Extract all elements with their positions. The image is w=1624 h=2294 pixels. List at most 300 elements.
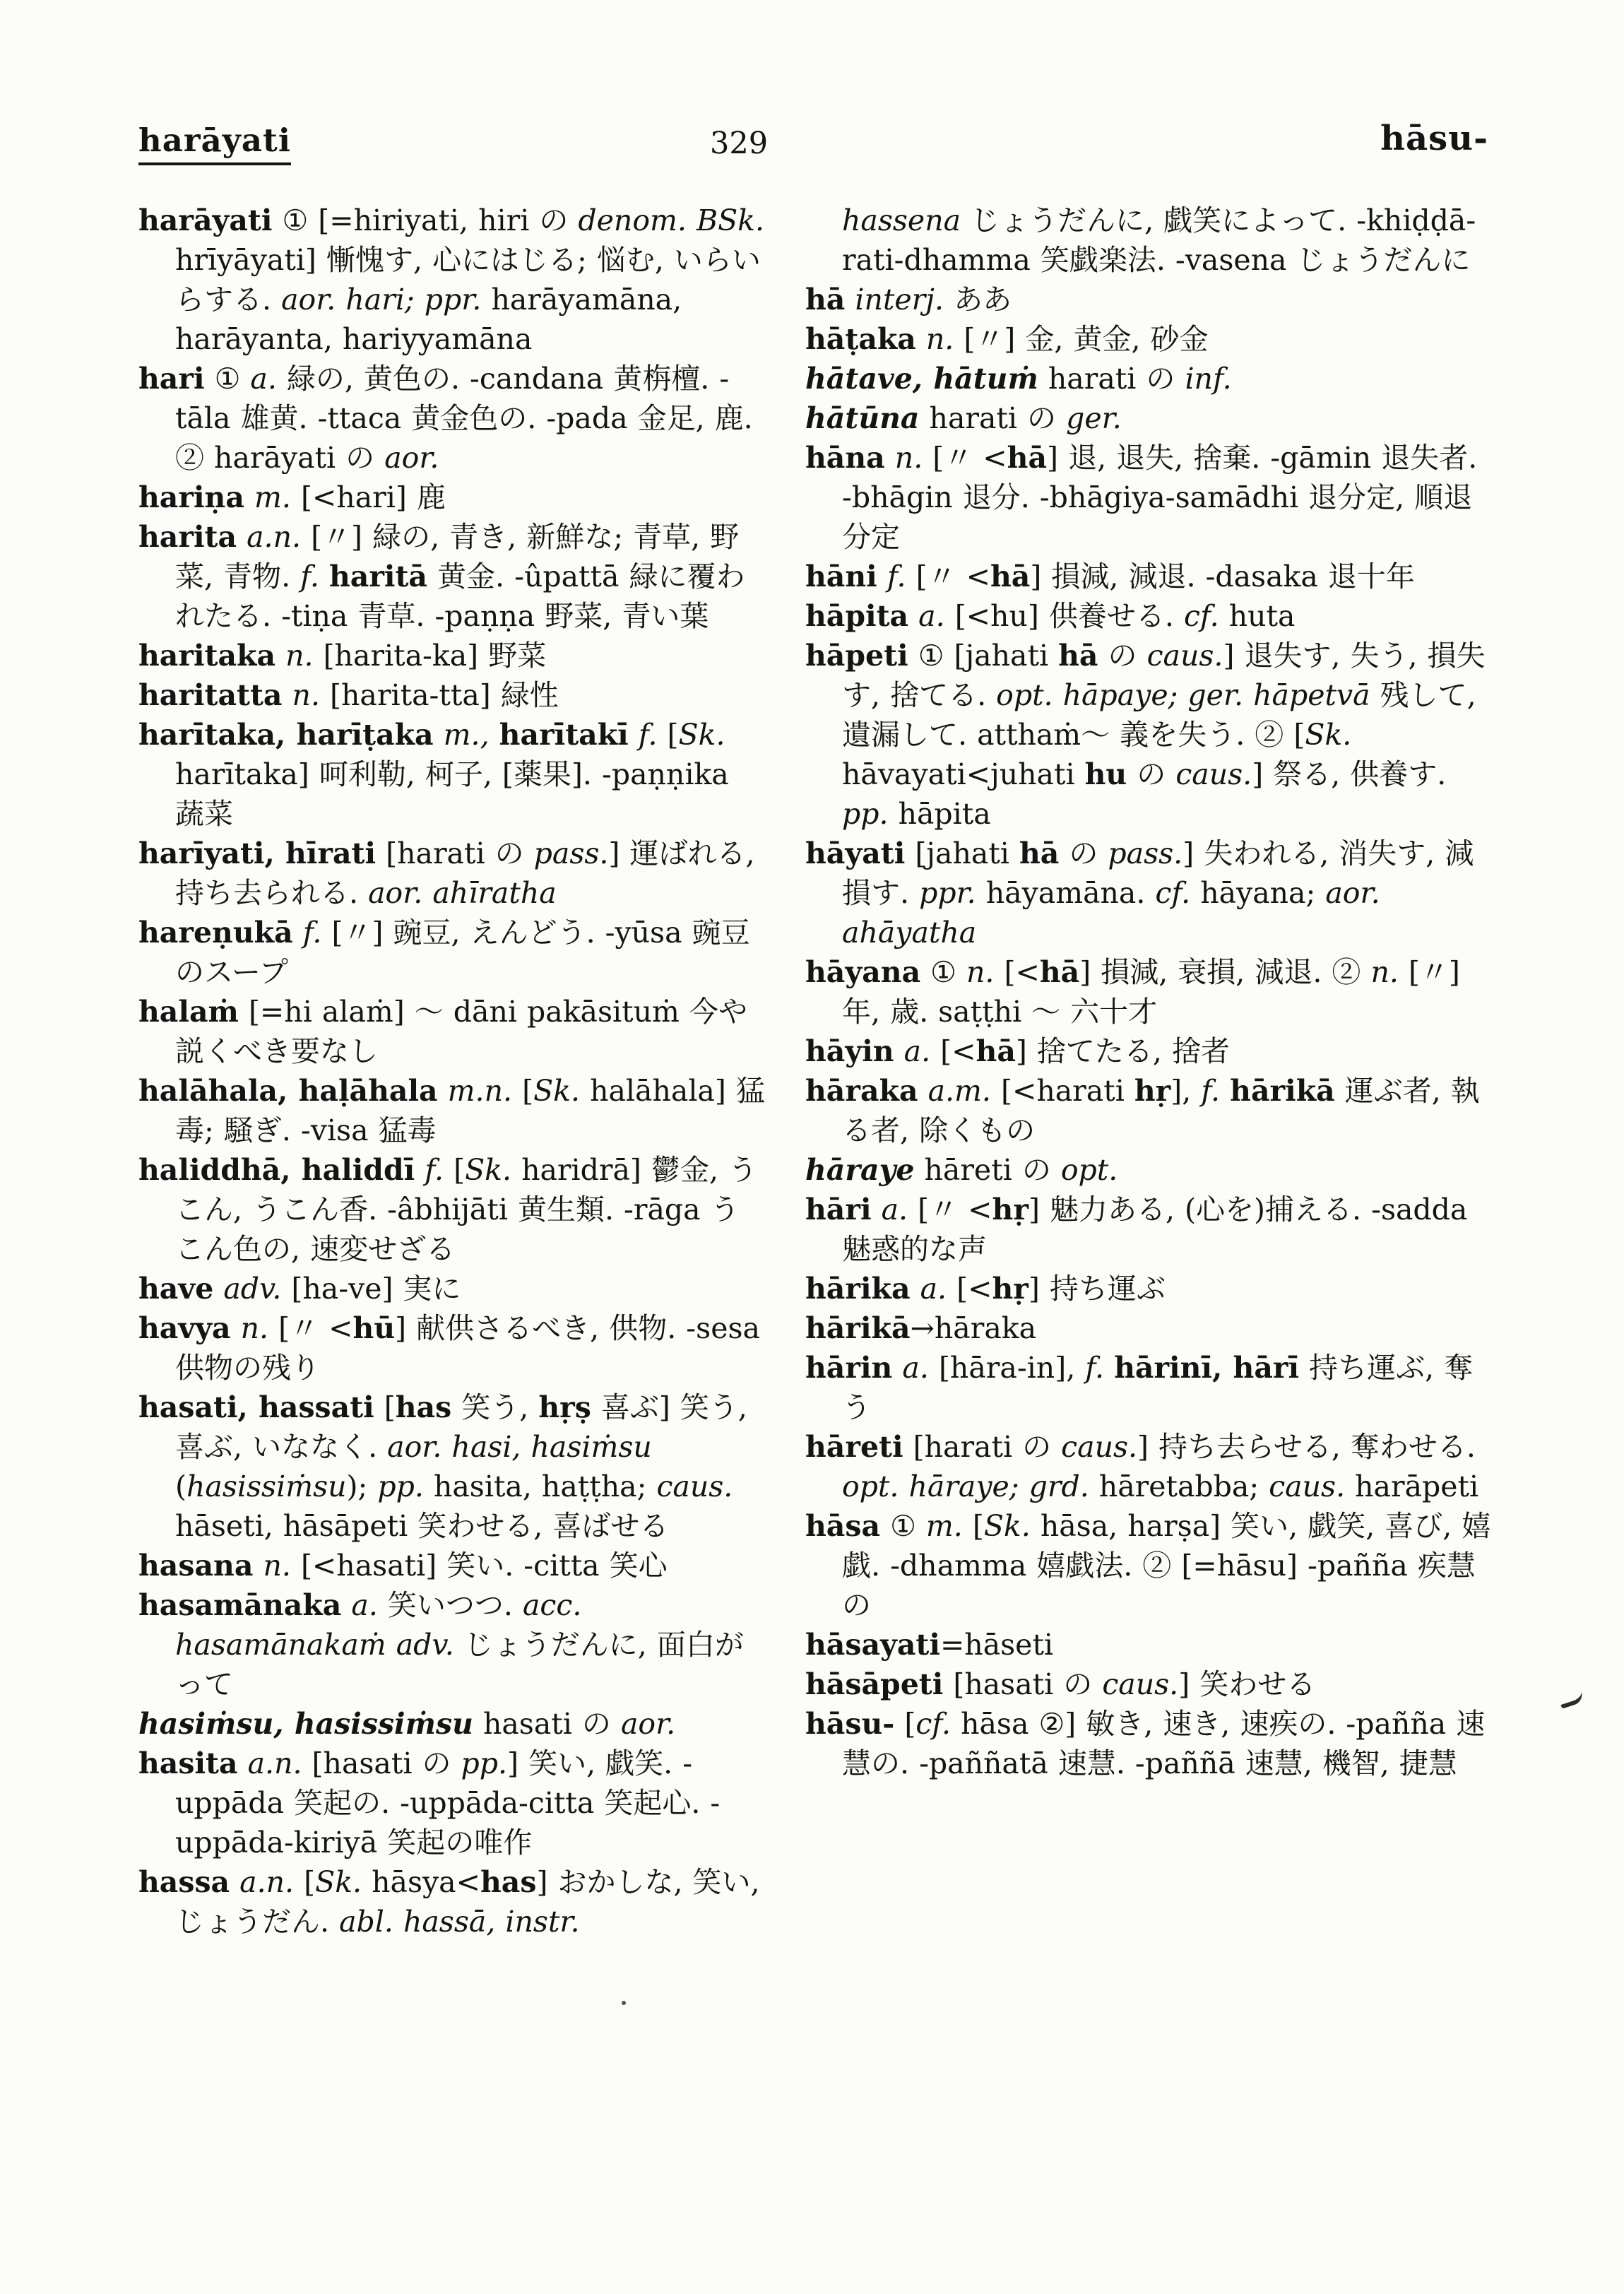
- entry-text: [〃] 豌豆, えんどう. -yūsa 豌豆のスープ: [175, 916, 750, 989]
- entry-text: 黄金. -ûpattā 緑に覆われたる. -tiṇa 青草. -paṇṇa 野菜, 青い葉: [175, 560, 745, 633]
- headword: hasiṁsu, hasissiṁsu: [138, 1707, 473, 1741]
- entry-text: Sk.: [678, 718, 725, 752]
- entry-text: ] 魅力ある, (心を)捕える. -sadda 魅惑的な声: [842, 1193, 1468, 1266]
- entry-text: aor.: [384, 441, 439, 475]
- entry-text: caus.: [1269, 1470, 1346, 1503]
- entry-text: hasita, haṭṭha;: [423, 1470, 657, 1503]
- entry-text: ① [jahati: [908, 639, 1059, 673]
- headword: hasita: [138, 1746, 238, 1780]
- entry-text: caus.: [1146, 639, 1223, 673]
- dictionary-entry: [138, 1585, 766, 1704]
- entry-text: じょうだんに, 面白がって: [175, 1628, 744, 1701]
- entry-text: halāhala] 猛毒; 騒ぎ. -visa 猛毒: [175, 1074, 765, 1147]
- dictionary-entry: [805, 1625, 1496, 1665]
- entry-text: [877, 560, 887, 593]
- dictionary-entry: [805, 1348, 1496, 1427]
- entry-text: [harita-tta] 緑性: [320, 678, 559, 712]
- entry-text: [275, 639, 285, 673]
- entry-text: [: [374, 1390, 396, 1424]
- headword: hāyana: [805, 955, 921, 989]
- entry-text: caus.: [1102, 1667, 1179, 1701]
- entry-text: n.: [285, 639, 314, 673]
- headword: has: [395, 1390, 452, 1424]
- entry-text: ],: [1170, 1074, 1202, 1108]
- headword: harītakī: [499, 718, 629, 752]
- entry-text: Sk.: [1305, 718, 1352, 752]
- entry-text: [harati の: [903, 1430, 1062, 1464]
- headword: haliddhā, haliddī: [138, 1153, 415, 1187]
- entry-text: [: [294, 1865, 316, 1899]
- entry-text: a.: [903, 1034, 931, 1068]
- entry-text: ] 損減, 衰損, 減退. ②: [1079, 955, 1371, 989]
- entry-text: Sk.: [983, 1509, 1031, 1543]
- entry-text: 運ぶ者, 執る者, 除くもの: [842, 1074, 1480, 1147]
- headword: hassa: [138, 1865, 230, 1899]
- entry-text: aor. ahīratha: [368, 876, 557, 910]
- entry-text: cf.: [1155, 876, 1191, 910]
- page-number: 329: [710, 126, 769, 161]
- headword: hārinī, hārī: [1114, 1351, 1300, 1385]
- entry-text: hāpita: [888, 797, 991, 831]
- headword: hārin: [805, 1351, 893, 1385]
- entry-text: (: [175, 1470, 186, 1503]
- entry-text: ger.: [1066, 401, 1122, 435]
- dictionary-entry: [138, 636, 766, 675]
- entry-text: ] 退, 退失, 捨棄. -gāmin 退失者. -bhāgin 退分. -bhāgiya-samādhi 退分定, 順退分定: [842, 441, 1478, 554]
- entry-text: );: [346, 1470, 378, 1503]
- headword: hārikā: [1230, 1074, 1335, 1108]
- entry-text: pp.: [461, 1746, 508, 1780]
- entry-text: a.n.: [247, 1746, 302, 1780]
- entry-text: [319, 560, 329, 593]
- entry-text: の: [1127, 757, 1176, 791]
- entry-text: ああ: [944, 283, 1012, 317]
- headword: hāraye: [805, 1153, 915, 1187]
- dictionary-entry: [138, 478, 766, 517]
- right-column: [805, 201, 1496, 1783]
- entry-text: opt.: [1060, 1153, 1118, 1187]
- entry-text: f.: [302, 916, 322, 950]
- dictionary-entry: [138, 675, 766, 715]
- dictionary-entry: [805, 398, 1496, 438]
- entry-text: Sk.: [533, 1074, 581, 1108]
- entry-text: f.: [1201, 1074, 1221, 1108]
- dictionary-entry: [138, 992, 766, 1071]
- entry-text: hassena: [842, 203, 961, 237]
- headword: haritatta: [138, 678, 283, 712]
- dictionary-entry: [138, 359, 766, 478]
- headword: hā: [805, 283, 846, 317]
- entry-text: ] 捨てたる, 捨者: [1015, 1034, 1230, 1068]
- entry-text: [=hi alaṁ] ～ dāni pakāsituṁ 今や説くべき要なし: [175, 995, 747, 1068]
- headword: hā: [1007, 441, 1048, 475]
- dictionary-entry: [138, 1150, 766, 1269]
- headword: hasati, hassati: [138, 1390, 374, 1424]
- headword: hu: [1084, 757, 1127, 791]
- entry-text: m.: [254, 480, 291, 514]
- entry-text: の: [1098, 639, 1147, 673]
- headword: have: [138, 1272, 214, 1306]
- entry-text: n.: [925, 322, 954, 356]
- dictionary-entry: [138, 1308, 766, 1388]
- entry-text: pp.: [842, 797, 889, 831]
- entry-text: [〃 <: [268, 1311, 353, 1345]
- dictionary-entry: [805, 1071, 1496, 1150]
- entry-text: pp.: [377, 1470, 424, 1503]
- entry-text: abl. hassā, instr.: [339, 1905, 580, 1939]
- headword: has: [480, 1865, 537, 1899]
- entry-text: 持ち運ぶ, 奪う: [842, 1351, 1474, 1424]
- headword: hārikā: [805, 1311, 911, 1345]
- entry-text: [<hari] 鹿: [290, 480, 446, 514]
- dictionary-entry: [805, 952, 1496, 1031]
- headword: hārika: [805, 1272, 911, 1306]
- dictionary-entry: [138, 834, 766, 913]
- entry-text: denom. BSk.: [578, 203, 765, 237]
- entry-text: caus.: [1175, 757, 1252, 791]
- entry-text: [872, 1193, 882, 1226]
- entry-text: [ha-ve] 実に: [281, 1272, 461, 1306]
- dictionary-entry: [138, 1269, 766, 1308]
- dictionary-entry: [805, 280, 1496, 319]
- entry-text: [<: [947, 1272, 992, 1306]
- entry-text: a.n.: [247, 520, 302, 554]
- entry-text: [885, 441, 895, 475]
- dictionary-entry: [805, 557, 1496, 596]
- entry-text: ] 笑わせる: [1178, 1667, 1316, 1701]
- dictionary-entry: [805, 1031, 1496, 1071]
- entry-text: [253, 1549, 263, 1583]
- headword: hā: [1058, 639, 1098, 673]
- headword: hāṭaka: [805, 322, 916, 356]
- entry-text: [<hu] 供養せる.: [944, 599, 1184, 633]
- entry-text: [〃 <: [906, 560, 990, 593]
- entry-text: [238, 1746, 248, 1780]
- headword: hā: [1039, 955, 1080, 989]
- headword: hāsayati: [805, 1628, 940, 1662]
- entry-text: hāsa, harṣa] 笑い, 戯笑, 喜び, 嬉戯. -dhamma 嬉戯法. ② [=hāsu] -pañña 疾慧の: [842, 1509, 1491, 1622]
- entry-text: [911, 1272, 920, 1306]
- entry-text: cf.: [915, 1707, 952, 1741]
- entry-text: ] 献供さるべき, 供物. -sesa 供物の残り: [175, 1311, 760, 1385]
- entry-text: inf.: [1185, 362, 1232, 396]
- dictionary-entry: [805, 1150, 1496, 1190]
- scan-dot-artifact: [622, 2001, 626, 2005]
- entry-text: [harita-ka] 野菜: [313, 639, 547, 673]
- entry-text: [: [512, 1074, 534, 1108]
- entry-text: 笑いつつ.: [377, 1588, 523, 1622]
- entry-text: ] 笑い, 戯笑. -uppāda 笑起の. -uppāda-citta 笑起心. -uppāda-kiriyā 笑起の唯作: [175, 1746, 721, 1860]
- entry-text: [: [962, 1509, 984, 1543]
- headword: hātūna: [805, 401, 920, 435]
- headword: hasamānaka: [138, 1588, 342, 1622]
- entry-text: huta: [1219, 599, 1296, 633]
- entry-text: cf.: [1183, 599, 1219, 633]
- entry-text: [: [657, 718, 679, 752]
- entry-text: aor.: [620, 1707, 676, 1741]
- entry-text: [918, 1074, 928, 1108]
- entry-text: a.: [920, 1272, 947, 1306]
- entry-text: m.n.: [447, 1074, 513, 1108]
- entry-text: [〃] 年, 歳. saṭṭhi ～ 六十才: [842, 955, 1460, 1029]
- entry-text: m.: [925, 1509, 963, 1543]
- entry-text: [213, 1272, 223, 1306]
- headword: hṛṣ: [538, 1390, 591, 1424]
- entry-text: hāseti, hāsāpeti 笑わせる, 喜ばせる: [175, 1509, 669, 1543]
- entry-text: haridrā] 鬱金, うこん, うこん香. -âbhijāti 黄生類. -rāga うこん色の, 速変せざる: [175, 1153, 758, 1266]
- entry-text: a.: [918, 599, 945, 633]
- entry-text: hrīyāyati] 慚愧す, 心にはじる; 悩む, いらいらする.: [175, 243, 761, 317]
- entry-text: ] 持ち去らせる, 奪わせる.: [1137, 1430, 1476, 1464]
- entry-text: [1104, 1351, 1114, 1385]
- entry-text: [<: [994, 955, 1040, 989]
- entry-text: [hasati の: [943, 1667, 1103, 1701]
- entry-text: [244, 480, 254, 514]
- headword: harāyati: [138, 203, 273, 237]
- entry-text: [230, 1865, 239, 1899]
- entry-text: ppr.: [919, 876, 976, 910]
- dictionary-entry: [805, 1308, 1496, 1348]
- headword: hā: [976, 1034, 1016, 1068]
- entry-text: harati の: [1038, 362, 1185, 396]
- headword: hāyati: [805, 836, 906, 870]
- header-guideword-right: hāsu-: [1380, 119, 1488, 158]
- entry-text: harītaka] 呵利勒, 柯子, [薬果]. -paṇṇika 蔬菜: [175, 757, 729, 831]
- headword: hāpita: [805, 599, 909, 633]
- dictionary-entry: [805, 596, 1496, 636]
- dictionary-entry: [138, 1546, 766, 1585]
- entry-text: [908, 599, 918, 633]
- headword: hā: [1019, 836, 1060, 870]
- headword: hū: [352, 1311, 396, 1345]
- entry-text: harāyamāna, harāyanta, hariyyamāna: [175, 283, 682, 356]
- dictionary-entry: [138, 1388, 766, 1546]
- header-guideword-left: harāyati: [138, 122, 291, 165]
- entry-text: harati の: [919, 401, 1067, 435]
- entry-text: ] 損減, 減退. -dasaka 退十年: [1030, 560, 1415, 593]
- entry-text: n.: [966, 955, 995, 989]
- entry-text: a.m.: [927, 1074, 991, 1108]
- entry-text: [〃] 緑の, 青き, 新鮮な; 青草, 野菜, 青物.: [175, 520, 740, 593]
- headword: harita: [138, 520, 237, 554]
- entry-text: n.: [1370, 955, 1399, 989]
- pen-mark-artifact: [1558, 1691, 1584, 1709]
- entry-text: [harati の: [376, 836, 534, 870]
- dictionary-entry: [805, 1665, 1496, 1704]
- headword: hāyin: [805, 1034, 894, 1068]
- dictionary-entry: [138, 1071, 766, 1150]
- entry-text: a.: [351, 1588, 378, 1622]
- entry-text: caus.: [1061, 1430, 1138, 1464]
- dictionary-entry: [138, 201, 766, 359]
- entry-text: hāsya<: [362, 1865, 480, 1899]
- entry-text: ] 運ばれる, 持ち去られる.: [175, 836, 755, 910]
- entry-text: [629, 718, 639, 752]
- headword: halaṁ: [138, 995, 239, 1029]
- entry-text: hasati の: [473, 1707, 621, 1741]
- entry-text: ] 失われる, 消失す, 減損す.: [842, 836, 1474, 910]
- entry-text: =hāseti: [940, 1628, 1054, 1662]
- entry-text: の: [1059, 836, 1108, 870]
- entry-text: hāreti の: [914, 1153, 1061, 1187]
- entry-text: じょうだんに, 戯笑によって. -khiḍḍā-rati-dhamma 笑戯楽法. -vasena じょうだんに: [842, 203, 1476, 277]
- entry-text: [<hasati] 笑い. -citta 笑心: [290, 1549, 668, 1583]
- entry-text: [〃 <: [908, 1193, 992, 1226]
- headword: hṛ: [1134, 1074, 1171, 1108]
- headword: hāsa: [805, 1509, 881, 1543]
- headword: hasana: [138, 1549, 254, 1583]
- headword: haritā: [328, 560, 427, 593]
- entry-text: pass.: [533, 836, 609, 870]
- dictionary-entry: [805, 1190, 1496, 1269]
- headword: hā: [990, 560, 1031, 593]
- entry-text: →hāraka: [910, 1311, 1037, 1345]
- dictionary-entry: [805, 636, 1496, 834]
- headword: harīyati, hīrati: [138, 836, 377, 870]
- entry-text: 喜ぶ] 笑う, 喜ぶ, いななく.: [175, 1390, 747, 1464]
- entry-text: [<: [930, 1034, 976, 1068]
- entry-text: caus.: [656, 1470, 733, 1503]
- entry-text: [jahati: [905, 836, 1019, 870]
- entry-text: [845, 283, 855, 317]
- entry-text: Sk.: [315, 1865, 362, 1899]
- entry-continuation: [805, 201, 1496, 280]
- entry-text: aor. hasi, hasiṁsu: [387, 1430, 652, 1464]
- dictionary-entry: [805, 1506, 1496, 1625]
- entry-text: [: [894, 1707, 916, 1741]
- entry-text: [237, 520, 247, 554]
- entry-text: n.: [894, 441, 923, 475]
- entry-text: [434, 718, 444, 752]
- entry-text: hāsa ②] 敏き, 速き, 速疾の. -pañña 速慧の. -paññatā 速慧. -paññā 速慧, 機智, 捷慧: [842, 1707, 1486, 1780]
- entry-text: n.: [263, 1549, 291, 1583]
- entry-text: [438, 1074, 448, 1108]
- entry-text: [: [444, 1153, 466, 1187]
- entry-text: f.: [638, 718, 658, 752]
- entry-text: [341, 1588, 351, 1622]
- entry-text: ①: [920, 955, 966, 989]
- entry-text: hasissiṁsu: [186, 1470, 347, 1503]
- headword: harītaka, harīṭaka: [138, 718, 434, 752]
- entry-text: [〃 <: [923, 441, 1007, 475]
- entry-text: [231, 1311, 241, 1345]
- headword: hāsu-: [805, 1707, 895, 1741]
- entry-text: f.: [1085, 1351, 1105, 1385]
- entry-text: a.: [902, 1351, 929, 1385]
- entry-text: hāyamāna.: [976, 876, 1156, 910]
- dictionary-entry: [138, 1862, 766, 1941]
- entry-text: ①: [880, 1509, 926, 1543]
- entry-text: [hāra-in],: [928, 1351, 1086, 1385]
- dictionary-entry: [805, 319, 1496, 359]
- entry-text: ① [=hiriyati, hiri の: [272, 203, 579, 237]
- headword: havya: [138, 1311, 231, 1345]
- entry-text: aor. hari; ppr.: [281, 283, 482, 317]
- entry-text: [283, 678, 292, 712]
- entry-text: m.,: [443, 718, 490, 752]
- entry-text: f.: [887, 560, 906, 593]
- entry-text: opt. hāpaye; ger. hāpetvā: [996, 678, 1370, 712]
- dictionary-entry: [138, 913, 766, 992]
- dictionary-entry: [805, 438, 1496, 557]
- headword: haritaka: [138, 639, 276, 673]
- entry-text: n.: [240, 1311, 269, 1345]
- headword: hariṇa: [138, 480, 244, 514]
- entry-text: hāretabba;: [1089, 1470, 1269, 1503]
- entry-text: harāpeti: [1345, 1470, 1479, 1503]
- entry-text: a.: [250, 362, 277, 396]
- headword: hāreti: [805, 1430, 903, 1464]
- entry-text: [415, 1153, 425, 1187]
- entry-text: ] 持ち運ぶ: [1028, 1272, 1166, 1306]
- headword: hāni: [805, 560, 877, 593]
- entry-text: ] おかしな, 笑い, じょうだん.: [175, 1865, 760, 1939]
- entry-text: n.: [292, 678, 320, 712]
- entry-text: aor. ahāyatha: [842, 876, 1380, 950]
- entry-text: ] 祭る, 供養す.: [1252, 757, 1447, 791]
- dictionary-entry: [805, 834, 1496, 952]
- dictionary-entry: [805, 1269, 1496, 1308]
- entry-text: [1220, 1074, 1230, 1108]
- entry-text: a.n.: [239, 1865, 295, 1899]
- headword: hātave, hātuṁ: [805, 362, 1038, 396]
- headword: hāri: [805, 1193, 872, 1226]
- left-column: [138, 201, 766, 1941]
- entry-text: 笑う,: [451, 1390, 539, 1424]
- dictionary-entry: [138, 1704, 766, 1744]
- entry-text: [293, 916, 303, 950]
- entry-text: hāvayati<juhati: [842, 757, 1085, 791]
- entry-text: interj.: [855, 283, 944, 317]
- entry-text: Sk.: [465, 1153, 512, 1187]
- entry-text: [〃] 金, 黄金, 砂金: [954, 322, 1209, 356]
- dictionary-entry: [805, 359, 1496, 398]
- entry-text: [<harati: [990, 1074, 1134, 1108]
- entry-text: [hasati の: [302, 1746, 461, 1780]
- entry-text: acc. hasamānakaṁ adv.: [175, 1588, 582, 1662]
- headword: halāhala, haḷāhala: [138, 1074, 438, 1108]
- dictionary-entry: [138, 517, 766, 636]
- entry-text: f.: [300, 560, 319, 593]
- entry-text: [892, 1351, 902, 1385]
- headword: hṛ: [992, 1193, 1029, 1226]
- headword: hari: [138, 362, 205, 396]
- dictionary-entry: [138, 715, 766, 834]
- dictionary-entry: [805, 1704, 1496, 1783]
- entry-text: f.: [425, 1153, 444, 1187]
- entry-text: 残して, 遺漏して. atthaṁ～ 義を失う. ② [: [842, 678, 1476, 752]
- headword: hāna: [805, 441, 885, 475]
- entry-text: ] 退失す, 失う, 損失す, 捨てる.: [842, 639, 1486, 712]
- entry-text: opt. hāraye; grd.: [842, 1470, 1089, 1503]
- entry-text: a.: [881, 1193, 908, 1226]
- entry-text: pass.: [1108, 836, 1183, 870]
- entry-text: ①: [204, 362, 251, 396]
- entry-text: hāyana;: [1190, 876, 1326, 910]
- entry-text: [894, 1034, 904, 1068]
- headword: hāpeti: [805, 639, 908, 673]
- headword: hṛ: [992, 1272, 1029, 1306]
- headword: hareṇukā: [138, 916, 293, 950]
- dictionary-entry: [138, 1744, 766, 1862]
- headword: hāsāpeti: [805, 1667, 944, 1701]
- entry-text: [490, 718, 499, 752]
- headword: hāraka: [805, 1074, 918, 1108]
- entry-text: [916, 322, 926, 356]
- entry-text: 緑の, 黄色の. -candana 黄栴檀. -tāla 雄黄. -ttaca 黄金色の. -pada 金足, 鹿. ② harāyati の: [175, 362, 753, 475]
- entry-text: adv.: [223, 1272, 282, 1306]
- dictionary-entry: [805, 1427, 1496, 1506]
